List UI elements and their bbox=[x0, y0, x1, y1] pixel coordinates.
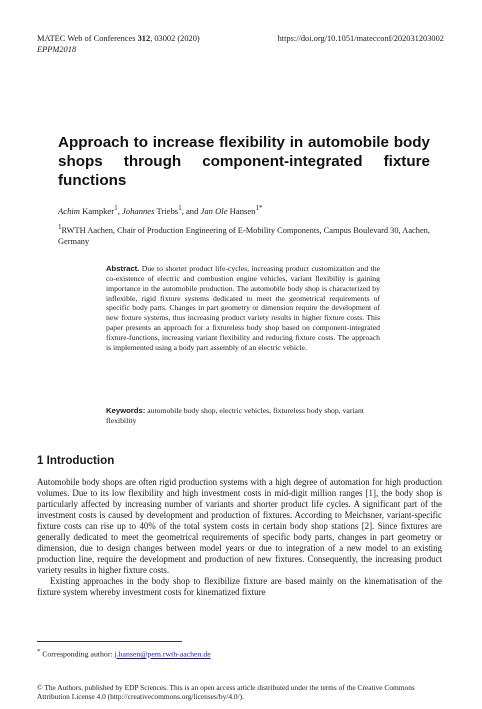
author-surname: Triebs bbox=[156, 205, 179, 216]
author-first-name: Jan Ole bbox=[200, 205, 228, 216]
section-heading: 1 Introduction bbox=[37, 454, 115, 467]
journal-name: MATEC Web of Conferences bbox=[37, 34, 136, 43]
affiliation-mark: 1 bbox=[178, 204, 182, 212]
author-first-name: Achim bbox=[58, 205, 80, 216]
author-surname: Kampker bbox=[82, 205, 115, 216]
paper-title: Approach to increase flexibility in automobile body shops through component-integrated fixture functions bbox=[58, 134, 430, 189]
article-number: , 03002 (2020) bbox=[150, 34, 200, 43]
author-list bbox=[58, 203, 438, 217]
abstract bbox=[106, 264, 380, 353]
footnote bbox=[37, 647, 211, 660]
affiliation-mark: 1* bbox=[255, 204, 263, 212]
affiliation-mark: 1 bbox=[114, 204, 118, 212]
running-header-left bbox=[37, 33, 200, 55]
section-body bbox=[37, 477, 442, 599]
author-surname: Hansen bbox=[229, 205, 256, 216]
license-notice: © The Authors, published by EDP Sciences. This is an open access article distributed under the terms of the Creative Commons Attribution License 4.0 (http://creativecommons.org/licenses/by/4.0/). bbox=[37, 683, 415, 702]
journal-citation bbox=[37, 33, 200, 44]
affiliation-mark: 1 bbox=[58, 223, 62, 231]
abstract-text: Due to shorter product life-cycles, increasing product customization and the co-existence of electric and combustion engine vehicles, variant flexibility is gaining importance in the automobile production. The automobile body shop is characterized by inflexible, rigid fixture systems dedicated to meet the geometrical requirements of specific body parts. Changes in part geometry or dimension require the development of new fixture systems, thus increasing product variety results in higher fixture costs. This paper presents an approach for a fixtureless body shop based on component-integrated fixture-functions, increasing variant flexibility and reducing fixture costs. The approach is implemented using a body part assembly of an electric vehicle. bbox=[106, 264, 380, 352]
keywords bbox=[106, 406, 380, 426]
body-paragraph: Existing approaches in the body shop to flexibilize fixture are based mainly on the kinematisation of the fixture system whereby investment costs for kinematized fixture bbox=[37, 576, 442, 598]
abstract-label: Abstract. bbox=[106, 264, 140, 273]
affiliation bbox=[58, 222, 440, 247]
affiliation-text: RWTH Aachen, Chair of Production Engineering of E-Mobility Components, Campus Boulevard 30, Aachen, Germany bbox=[58, 225, 430, 246]
doi-link[interactable]: https://doi.org/10.1051/matecconf/202031203002 bbox=[277, 34, 444, 43]
journal-volume: 312 bbox=[137, 34, 151, 43]
author-email-link[interactable]: j.hansen@pem.rwth-aachen.de bbox=[114, 649, 211, 659]
conference-name: EPPM2018 bbox=[37, 45, 77, 54]
footnote-label: Corresponding author: bbox=[40, 649, 115, 659]
keywords-label: Keywords: bbox=[106, 406, 146, 415]
author-first-name: Johannes bbox=[121, 205, 155, 216]
footnote-rule bbox=[37, 641, 182, 642]
footnote-mark: * bbox=[37, 648, 41, 655]
body-paragraph: Automobile body shops are often rigid production systems with a high degree of automation for high production volumes. Due to its low flexibility and high investment costs in mid-digit million ranges [1], the body shop is particularly affected by increasing number of variants and shorter product life cycles. A significant part of the investment costs is caused by development and production of fixtures. According to Meichsner, variant-specific fixture costs can rise up to 40% of the total system costs in certain body shop stations [2]. Since fixtures are generally dedicated to meet the geometrical requirements of specific body parts, changes in part geometry or dimension, due to design changes between model years or due to integration of a new model to an existing production line, require the development and production of new fixtures. Consequently, the increasing product variety results in higher fixture costs. bbox=[37, 477, 442, 576]
author-separator: , and bbox=[181, 205, 201, 216]
author-separator: , bbox=[117, 205, 122, 216]
keywords-text: automobile body shop, electric vehicles, fixtureless body shop, variant flexibility bbox=[106, 406, 364, 425]
